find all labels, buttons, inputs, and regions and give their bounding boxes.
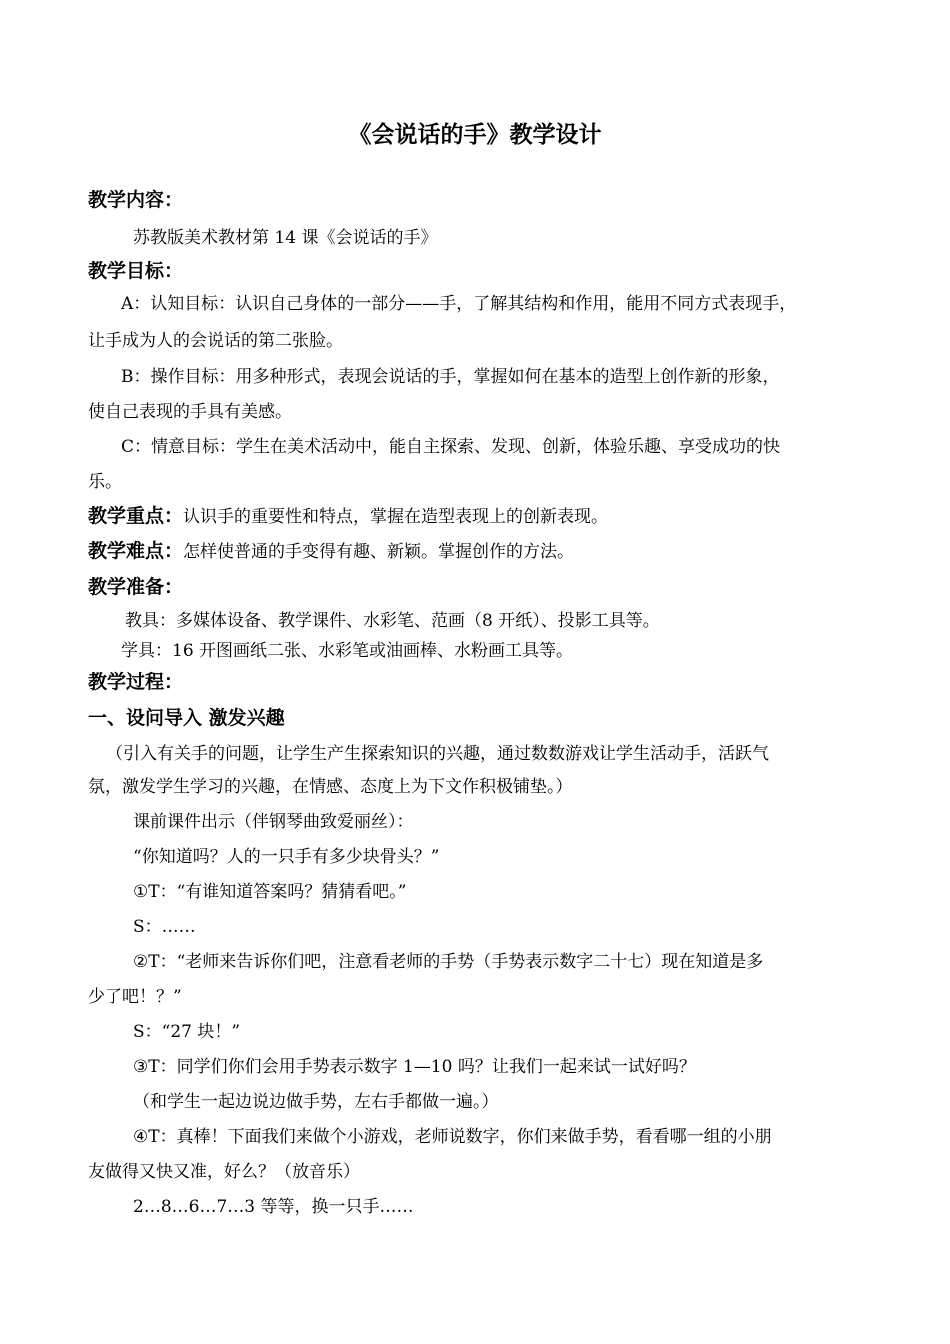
objective-c-line1: C：情意目标：学生在美术活动中，能自主探索、发现、创新，体验乐趣、享受成功的快 [121, 437, 781, 457]
step1-student: S：…… [133, 917, 196, 937]
courseware-line: 课前课件出示（伴钢琴曲致爱丽丝）： [133, 812, 414, 832]
bone-question: “你知道吗？人的一只手有多少块骨头？” [133, 847, 440, 867]
intro-line2: 氛，激发学生学习的兴趣，在情感、态度上为下文作积极铺垫。） [88, 777, 573, 797]
step4-teacher-line2: 友做得又快又准，好么？（放音乐） [88, 1162, 360, 1182]
intro-line1: （引入有关手的问题，让学生产生探索知识的兴趣，通过数数游戏让学生活动手，活跃气 [106, 744, 769, 764]
difficulties-text: 怎样使普通的手变得有趣、新颖。掌握创作的方法。 [183, 542, 575, 562]
step4-teacher-line1: ④T：真棒！下面我们来做个小游戏，老师说数字，你们来做手势，看看哪一组的小朋 [133, 1127, 772, 1147]
key-points-text: 认识手的重要性和特点，掌握在造型表现上的创新表现。 [183, 507, 609, 527]
step3-note: （和学生一起边说边做手势，左右手都做一遍。） [133, 1092, 499, 1112]
content-heading: 教学内容： [88, 189, 184, 211]
objective-b-line1: B：操作目标：用多种形式，表现会说话的手，掌握如何在基本的造型上创作新的形象， [121, 367, 780, 387]
step2-student: S：“27 块！” [133, 1022, 241, 1042]
student-tools: 学具：16 开图画纸二张、水彩笔或油画棒、水粉画工具等。 [121, 641, 574, 661]
difficulties-heading: 教学难点： [88, 540, 184, 562]
process-heading: 教学过程： [88, 671, 184, 693]
teacher-tools: 教具：多媒体设备、教学课件、水彩笔、范画（8 开纸）、投影工具等。 [125, 611, 660, 631]
objective-c-line2: 乐。 [88, 472, 122, 492]
step4-numbers: 2…8…6…7…3 等等，换一只手…… [133, 1197, 414, 1217]
preparation-heading: 教学准备： [88, 576, 184, 598]
objectives-heading: 教学目标： [88, 260, 184, 282]
key-points-paragraph [88, 505, 608, 528]
step2-teacher-line2: 少了吧！？” [88, 987, 182, 1007]
step3-teacher: ③T：同学们你们会用手势表示数字 1—10 吗？让我们一起来试一试好吗？ [133, 1057, 696, 1077]
section1-heading: 一、设问导入 激发兴趣 [88, 707, 285, 729]
step2-teacher-line1: ②T：“老师来告诉你们吧，注意看老师的手势（手势表示数字二十七）现在知道是多 [133, 952, 764, 972]
objective-a-line2: 让手成为人的会说话的第二张脸。 [88, 331, 343, 351]
document-title: 《会说话的手》教学设计 [348, 122, 602, 148]
objective-a-line1: A：认知目标：认识自己身体的一部分——手，了解其结构和作用，能用不同方式表现手， [121, 294, 797, 314]
step1-teacher: ①T：“有谁知道答案吗？猜猜看吧。” [133, 882, 407, 902]
difficulties-paragraph [88, 540, 574, 563]
key-points-heading: 教学重点： [88, 505, 184, 527]
content-text: 苏教版美术教材第 14 课《会说话的手》 [133, 228, 438, 248]
objective-b-line2: 使自己表现的手具有美感。 [88, 402, 292, 422]
